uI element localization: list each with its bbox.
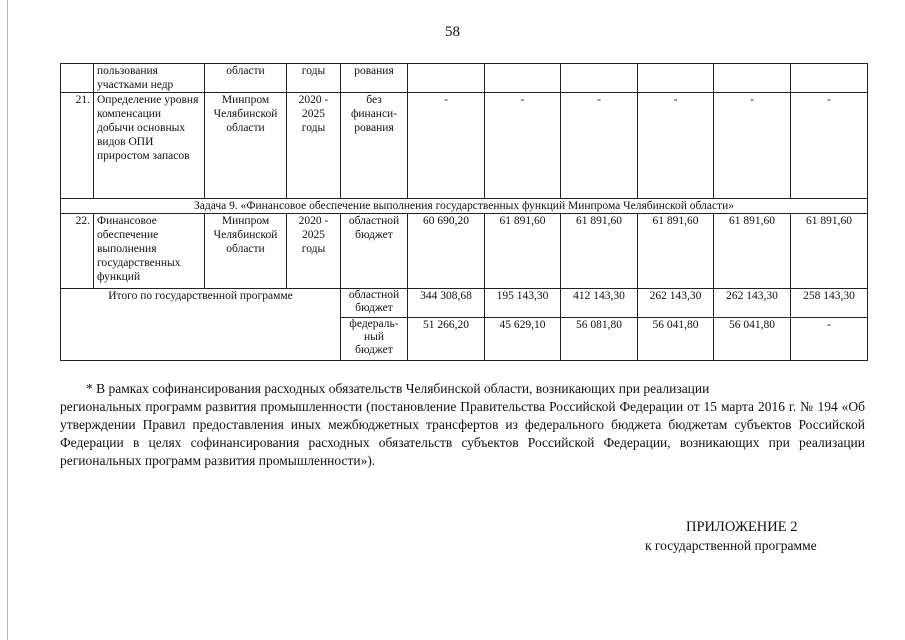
cell-funding: без финанси-рования <box>341 93 408 199</box>
cell-value <box>485 64 561 93</box>
cell-funding: федераль-ный бюджет <box>341 318 408 361</box>
cell-value: 61 891,60 <box>485 214 561 289</box>
cell-value: 412 143,30 <box>561 289 638 318</box>
appendix-title: ПРИЛОЖЕНИЕ 2 <box>686 519 798 535</box>
cell-value: - <box>485 93 561 199</box>
cell-value <box>408 64 485 93</box>
cell-value: 56 041,80 <box>714 318 791 361</box>
total-label: Итого по государственной программе <box>61 289 341 361</box>
cell-value: 262 143,30 <box>638 289 714 318</box>
table-row-task-9 <box>61 199 868 214</box>
cell-value <box>714 64 791 93</box>
cell-value: - <box>638 93 714 199</box>
cell-years: годы <box>287 64 341 93</box>
cell-value: 45 629,10 <box>485 318 561 361</box>
cell-executor: Минпром Челябинской области <box>205 93 287 199</box>
cell-num: 21. <box>61 93 94 199</box>
appendix-subtitle: к государственной программе <box>645 538 817 553</box>
cell-value: - <box>408 93 485 199</box>
cell-value <box>561 64 638 93</box>
budget-table <box>60 63 868 361</box>
cell-value: 344 308,68 <box>408 289 485 318</box>
cell-value: 258 143,30 <box>791 289 868 318</box>
cell-executor: Минпром Челябинской области <box>205 214 287 289</box>
cell-value: 61 891,60 <box>791 214 868 289</box>
scan-edge-line <box>7 0 8 640</box>
cell-value: 195 143,30 <box>485 289 561 318</box>
cell-years: 2020 - 2025 годы <box>287 93 341 199</box>
cell-value: 56 081,80 <box>561 318 638 361</box>
task-heading: Задача 9. «Финансовое обеспечение выполнения государственных функций Минпрома Челябинской области» <box>61 199 868 214</box>
cell-num: 22. <box>61 214 94 289</box>
cell-value: - <box>791 93 868 199</box>
footnote <box>60 380 865 470</box>
cell-value: - <box>561 93 638 199</box>
table-row-total-regional <box>61 289 868 318</box>
cell-funding: рования <box>341 64 408 93</box>
footnote-body: региональных программ развития промышленности (постановление Правительства Российской Федерации от 15 марта 2016 г. № 194 «Об утверждении Правил предоставления иных межбюджетных трансфертов из федерального бюджета бюджетам субъектов Российской Федерации в целях софинансирования расходных обязательств субъектов Российской Федерации, возникающих при реализации региональных программ развития промышленности»). <box>60 399 865 468</box>
cell-funding: областной бюджет <box>341 289 408 318</box>
cell-value: 51 266,20 <box>408 318 485 361</box>
page-number: 58 <box>445 24 460 40</box>
cell-name: Определение уровня компенсации добычи основных видов ОПИ приростом запасов <box>94 93 205 199</box>
cell-value <box>791 64 868 93</box>
cell-value: 61 891,60 <box>638 214 714 289</box>
cell-value <box>638 64 714 93</box>
cell-value: 56 041,80 <box>638 318 714 361</box>
table-row-21 <box>61 93 868 199</box>
cell-value: 61 891,60 <box>561 214 638 289</box>
cell-executor: области <box>205 64 287 93</box>
cell-value: 262 143,30 <box>714 289 791 318</box>
cell-funding: областной бюджет <box>341 214 408 289</box>
cell-value: - <box>714 93 791 199</box>
footnote-first-line: * В рамках софинансирования расходных обязательств Челябинской области, возникающих при реализации <box>86 381 710 396</box>
table-row-22 <box>61 214 868 289</box>
cell-value: 60 690,20 <box>408 214 485 289</box>
table-row-continued <box>61 64 868 93</box>
cell-value: 61 891,60 <box>714 214 791 289</box>
cell-years: 2020 - 2025 годы <box>287 214 341 289</box>
cell-num <box>61 64 94 93</box>
cell-name: пользования участками недр <box>94 64 205 93</box>
cell-name: Финансовое обеспечение выполнения государственных функций <box>94 214 205 289</box>
cell-value: - <box>791 318 868 361</box>
